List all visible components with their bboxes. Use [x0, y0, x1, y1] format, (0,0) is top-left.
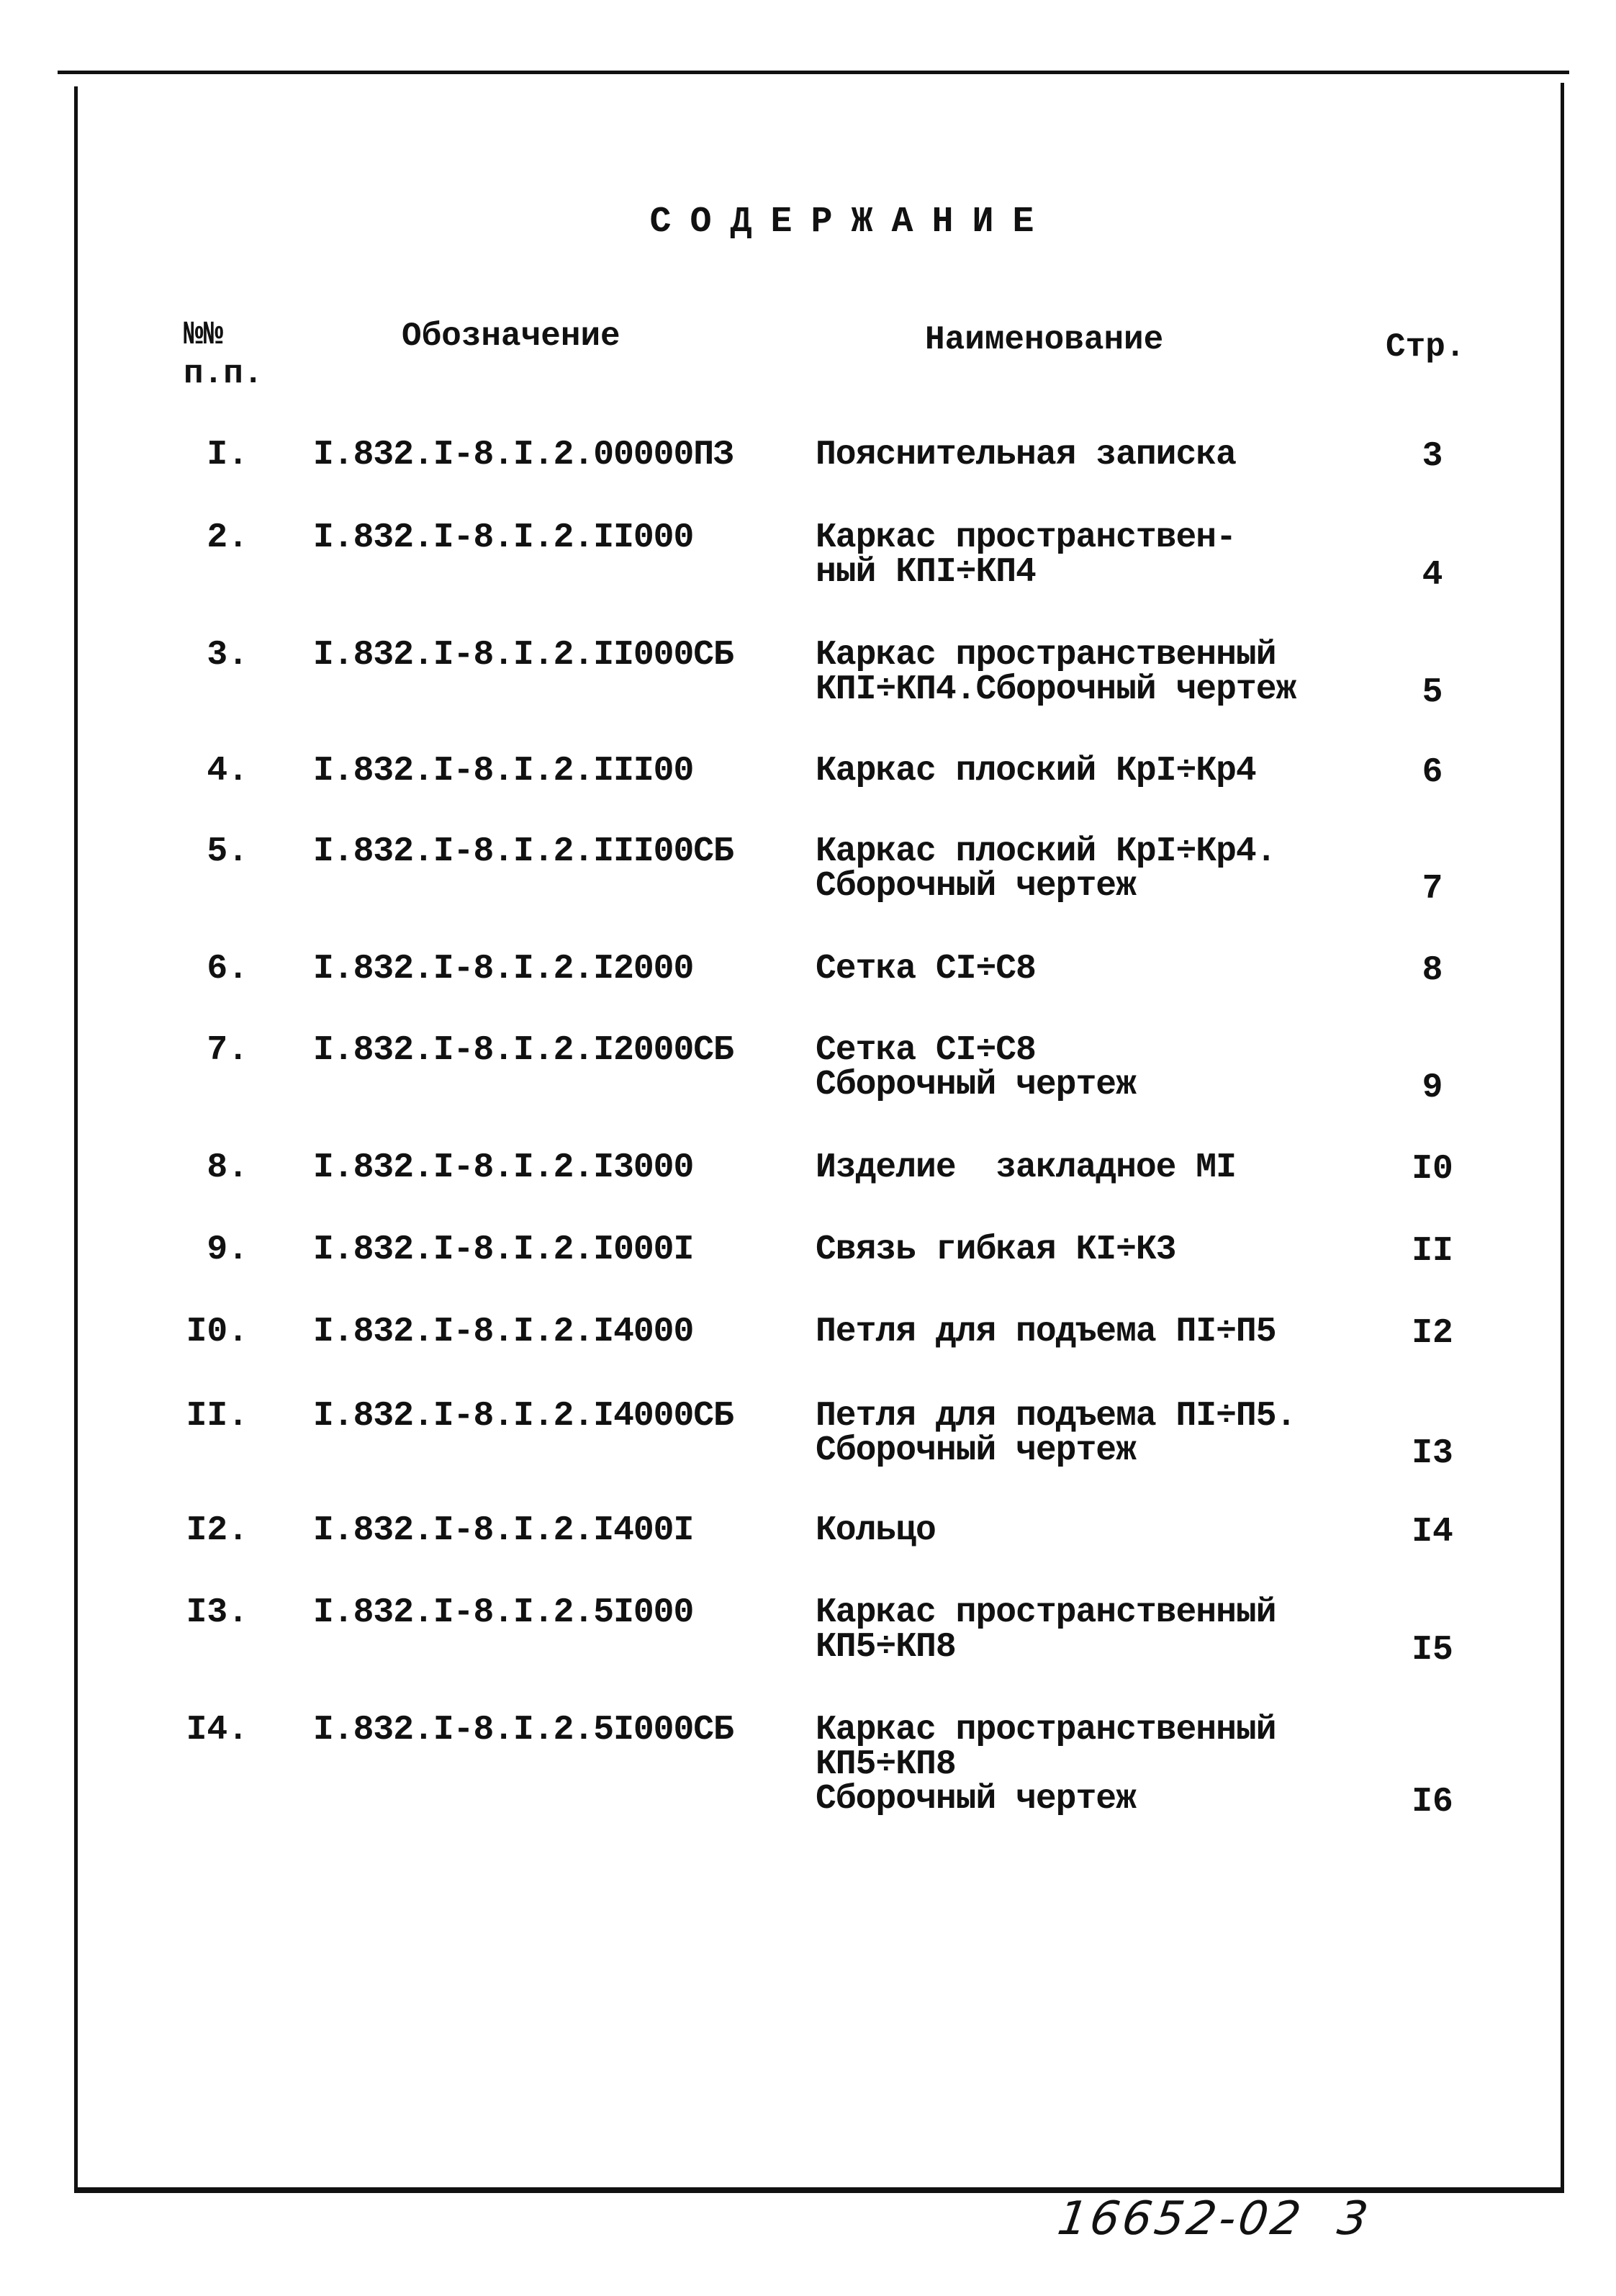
row-page: I2: [1412, 1314, 1453, 1353]
row-page: I0: [1412, 1150, 1453, 1189]
row-name-line: Сетка СI÷С8: [816, 950, 1036, 989]
row-designation: I.832.I-8.I.2.5I000СБ: [313, 1711, 733, 1750]
row-number: 7.: [207, 1031, 248, 1070]
row-name-line: Каркас пространственный: [816, 1711, 1276, 1750]
row-name: [816, 1513, 936, 1548]
row-designation: I.832.I-8.I.2.II000: [313, 518, 694, 557]
row-name-line: Каркас плоский КрI÷Кр4.: [816, 832, 1276, 871]
row-name: [816, 638, 1296, 707]
row-designation: I.832.I-8.I.2.00000ПЗ: [313, 436, 733, 474]
row-designation: I.832.I-8.I.2.5I000: [313, 1593, 694, 1632]
row-designation: I.832.I-8.I.2.I2000СБ: [313, 1031, 733, 1070]
row-page: 8: [1422, 951, 1443, 990]
header-num-line2: п.п.: [184, 355, 263, 392]
row-name-line: Каркас плоский КрI÷Кр4: [816, 752, 1256, 791]
row-name-line: КПI÷КП4.Сборочный чертеж: [816, 670, 1296, 709]
row-name: [816, 1315, 1276, 1349]
row-name: [816, 1711, 1276, 1819]
row-page: 4: [1422, 556, 1443, 595]
row-number: I3.: [186, 1593, 248, 1632]
row-number: 8.: [207, 1148, 248, 1187]
row-name-line: Сборочный чертеж: [816, 1066, 1136, 1104]
row-number: I0.: [186, 1313, 248, 1351]
row-designation: I.832.I-8.I.2.I3000: [313, 1148, 694, 1187]
row-page: 7: [1422, 870, 1443, 909]
row-name-line: Сетка СI÷С8: [816, 1031, 1036, 1070]
row-name-line: Каркас пространствен-: [816, 518, 1236, 557]
row-number: 2.: [207, 518, 248, 557]
row-page: I4: [1412, 1513, 1453, 1552]
row-page: 6: [1422, 753, 1443, 792]
row-designation: I.832.I-8.I.2.I2000: [313, 950, 694, 989]
row-name: [816, 1033, 1136, 1102]
row-name: [816, 1230, 1176, 1269]
row-name-line: Каркас пространственный: [816, 636, 1276, 675]
page-title: СОДЕРЖАНИЕ: [649, 202, 1053, 243]
stamp-number: 16652-02: [1054, 2192, 1307, 2246]
row-name: [816, 834, 1276, 904]
row-name: [816, 438, 1236, 472]
header-num: [184, 315, 263, 393]
row-number: 6.: [207, 950, 248, 989]
row-number: II.: [186, 1397, 248, 1436]
row-number: I4.: [186, 1711, 248, 1750]
header-name: Наименование: [925, 321, 1164, 359]
row-number: 9.: [207, 1230, 248, 1269]
row-number: 3.: [207, 636, 248, 675]
row-name-line: КП5÷КП8: [816, 1745, 956, 1784]
row-name-line: Петля для подъема ПI÷П5: [816, 1313, 1276, 1351]
row-name-line: КП5÷КП8: [816, 1628, 956, 1667]
row-designation: I.832.I-8.I.2.III00: [313, 752, 694, 791]
row-page: I6: [1412, 1783, 1453, 1822]
header-page: Стр.: [1386, 328, 1466, 366]
row-name-line: Пояснительная записка: [816, 436, 1236, 474]
handwritten-archive-number: [1055, 2192, 1374, 2246]
row-name-line: Сборочный чертеж: [816, 1780, 1136, 1819]
row-designation: I.832.I-8.I.2.III00СБ: [313, 832, 733, 871]
row-name-line: Сборочный чертеж: [816, 1431, 1136, 1470]
frame-border-right: [1561, 83, 1564, 2192]
row-designation: I.832.I-8.I.2.I000I: [313, 1230, 694, 1269]
row-page: 9: [1422, 1068, 1443, 1107]
header-num-line1: №№: [184, 316, 224, 354]
sheet-number: 3: [1334, 2192, 1374, 2246]
row-name: [816, 1595, 1276, 1665]
row-name: [816, 518, 1236, 592]
row-name-line: Петля для подъема ПI÷П5.: [816, 1397, 1296, 1436]
row-designation: I.832.I-8.I.2.I4000СБ: [313, 1397, 733, 1436]
row-number: I.: [207, 436, 248, 474]
row-designation: I.832.I-8.I.2.I4000: [313, 1313, 694, 1351]
header-designation: Обозначение: [402, 318, 620, 355]
row-designation: I.832.I-8.I.2.II000СБ: [313, 636, 733, 675]
row-number: 5.: [207, 832, 248, 871]
row-number: 4.: [207, 752, 248, 791]
row-page: I5: [1412, 1631, 1453, 1670]
row-page: I3: [1412, 1434, 1453, 1473]
row-name: [816, 1399, 1296, 1468]
row-designation: I.832.I-8.I.2.I400I: [313, 1511, 694, 1550]
row-number: I2.: [186, 1511, 248, 1550]
row-name-line: Связь гибкая КI÷К3: [816, 1230, 1176, 1269]
row-name-line: Сборочный чертеж: [816, 867, 1136, 906]
row-name: [816, 752, 1256, 791]
row-page: II: [1412, 1232, 1453, 1271]
row-name-line: Кольцо: [816, 1511, 936, 1550]
row-name: [816, 1148, 1236, 1187]
row-page: 5: [1422, 673, 1443, 712]
row-name-line: Каркас пространственный: [816, 1593, 1276, 1632]
frame-border-top: [58, 71, 1569, 74]
row-name: [816, 950, 1036, 989]
row-name-line: ный КПI÷КП4: [816, 553, 1036, 592]
frame-border-left: [74, 86, 78, 2192]
row-name-line: Изделие закладное МI: [816, 1148, 1236, 1187]
row-page: 3: [1422, 437, 1443, 476]
